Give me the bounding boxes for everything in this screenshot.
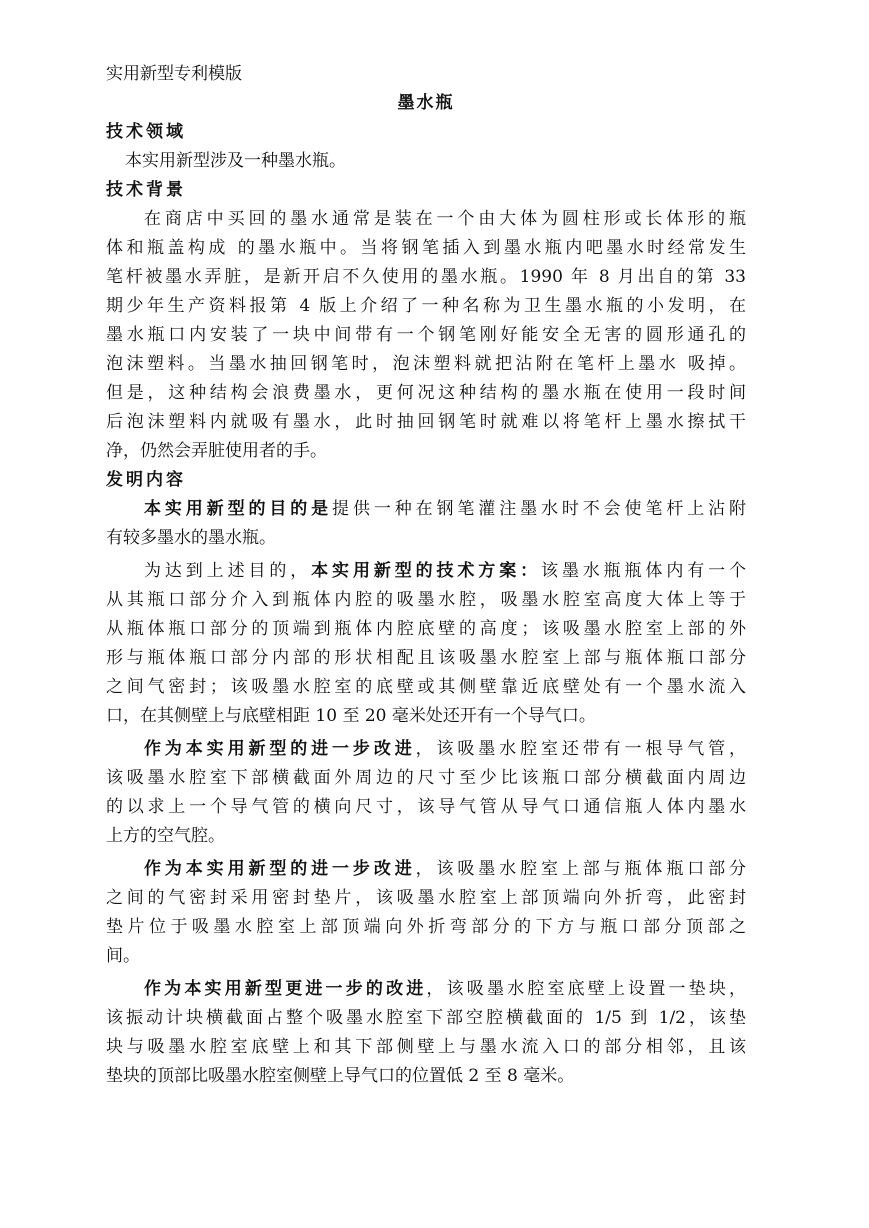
background-line: 笔杆被墨水弄脏，是新开启不久使用的墨水瓶。1990 年 8 月出自的第 33 <box>106 267 746 287</box>
bold-lead: 本实用新型的技术方案： <box>311 561 541 581</box>
background-line: 体和瓶盖构成 的墨水瓶中。当将钢笔插入到墨水瓶内吧墨水时经常发生 <box>106 238 746 258</box>
paragraph-solution-line <box>106 557 746 586</box>
background-line: 墨水瓶口内安装了一块中间带有一个钢笔刚好能安全无害的圆形通孔的 <box>106 325 746 345</box>
paragraph-objective-line: 有较多墨水的墨水瓶。 <box>106 528 276 548</box>
paragraph-solution-line: 之间气密封；该吸墨水腔室的底壁或其侧壁靠近底壁处有一个墨水流入 <box>106 677 746 697</box>
background-line: 但是，这种结构会浪费墨水，更何况这种结构的墨水瓶在使用一段时间 <box>106 383 746 403</box>
field-text: 本实用新型涉及一种墨水瓶。 <box>125 151 346 171</box>
paragraph-improvement-3-line: 该振动计块横截面占整个吸墨水腔室下部空腔横截面的 1/5 到 1/2，该垫 <box>106 1008 746 1028</box>
paragraph-improvement-1-line: 上方的空气腔。 <box>106 826 225 846</box>
document-page <box>106 60 746 1091</box>
paragraph-objective-line <box>106 495 746 524</box>
paragraph-improvement-1-line <box>106 735 746 764</box>
bold-lead: 作为本实用新型的进一步改进 <box>144 859 416 879</box>
paragraph-improvement-2-line: 间。 <box>106 946 140 966</box>
paragraph-improvement-2-line: 垫片位于吸墨水腔室上部顶端向外折弯部分的下方与瓶口部分顶部之 <box>106 917 746 937</box>
paragraph-solution-line: 从其瓶口部分介入到瓶体内腔的吸墨水腔，吸墨水腔室高度大体上等于 <box>106 590 746 610</box>
line-text: ，该吸墨水腔室还带有一根导气管， <box>415 739 746 759</box>
line-lead: 为达到上述目的， <box>144 561 312 581</box>
section-heading-background: 技术背景 <box>106 180 186 200</box>
line-text: 提供一种在钢笔灌注墨水时不会使笔杆上沾附 <box>332 499 746 519</box>
line-text: 该墨水瓶瓶体内有一个 <box>540 561 746 581</box>
background-line: 期少年生产资料报第 4 版上介绍了一种名称为卫生墨水瓶的小发明，在 <box>106 296 746 316</box>
paragraph-improvement-3-line <box>106 975 746 1004</box>
document-title: 墨水瓶 <box>397 93 455 113</box>
paragraph-improvement-2-line: 之间的气密封采用密封垫片，该吸墨水腔室上部顶端向外折弯，此密封 <box>106 888 746 908</box>
paragraph-improvement-2-line <box>106 855 746 884</box>
paragraph-improvement-3-line: 垫块的顶部比吸墨水腔室侧壁上导气口的位置低 2 至 8 毫米。 <box>106 1066 575 1086</box>
background-line: 净，仍然会弄脏使用者的手。 <box>106 441 327 461</box>
paragraph-improvement-3-line: 块与吸墨水腔室底壁上和其下部侧壁上与墨水流入口的部分相邻，且该 <box>106 1037 746 1057</box>
section-heading-content: 发明内容 <box>106 470 186 490</box>
background-line: 后泡沫塑料内就吸有墨水，此时抽回钢笔时就难以将笔杆上墨水擦拭干 <box>106 412 746 432</box>
paragraph-solution-line: 口，在其侧壁上与底壁相距 10 至 20 毫米处还开有一个导气口。 <box>106 706 596 726</box>
doc-type-label: 实用新型专利模版 <box>106 64 242 84</box>
bold-lead: 本实用新型的目的是 <box>144 499 333 519</box>
background-line: 在商店中买回的墨水通常是装在一个由大体为圆柱形或长体形的瓶 <box>144 209 746 229</box>
line-text: ，该吸墨水腔室上部与瓶体瓶口部分 <box>415 859 746 879</box>
paragraph-improvement-1-line: 该吸墨水腔室下部横截面外周边的尺寸至少比该瓶口部分横截面内周边 <box>106 768 746 788</box>
paragraph-solution-line: 形与瓶体瓶口部分内部的形状相配且该吸墨水腔室上部与瓶体瓶口部分 <box>106 648 746 668</box>
bold-lead: 作为本实用新型更进一步的改进 <box>144 979 427 999</box>
background-line: 泡沫塑料。当墨水抽回钢笔时，泡沫塑料就把沾附在笔杆上墨水 吸掉。 <box>106 354 746 374</box>
bold-lead: 作为本实用新型的进一步改进 <box>144 739 416 759</box>
line-text: ，该吸墨水腔室底壁上设置一垫块， <box>426 979 746 999</box>
paragraph-improvement-1-line: 的以求上一个导气管的横向尺寸，该导气管从导气口通信瓶人体内墨水 <box>106 797 746 817</box>
section-heading-field: 技术领域 <box>106 122 186 142</box>
paragraph-solution-line: 从瓶体瓶口部分的顶端到瓶体内腔底壁的高度；该吸墨水腔室上部的外 <box>106 619 746 639</box>
